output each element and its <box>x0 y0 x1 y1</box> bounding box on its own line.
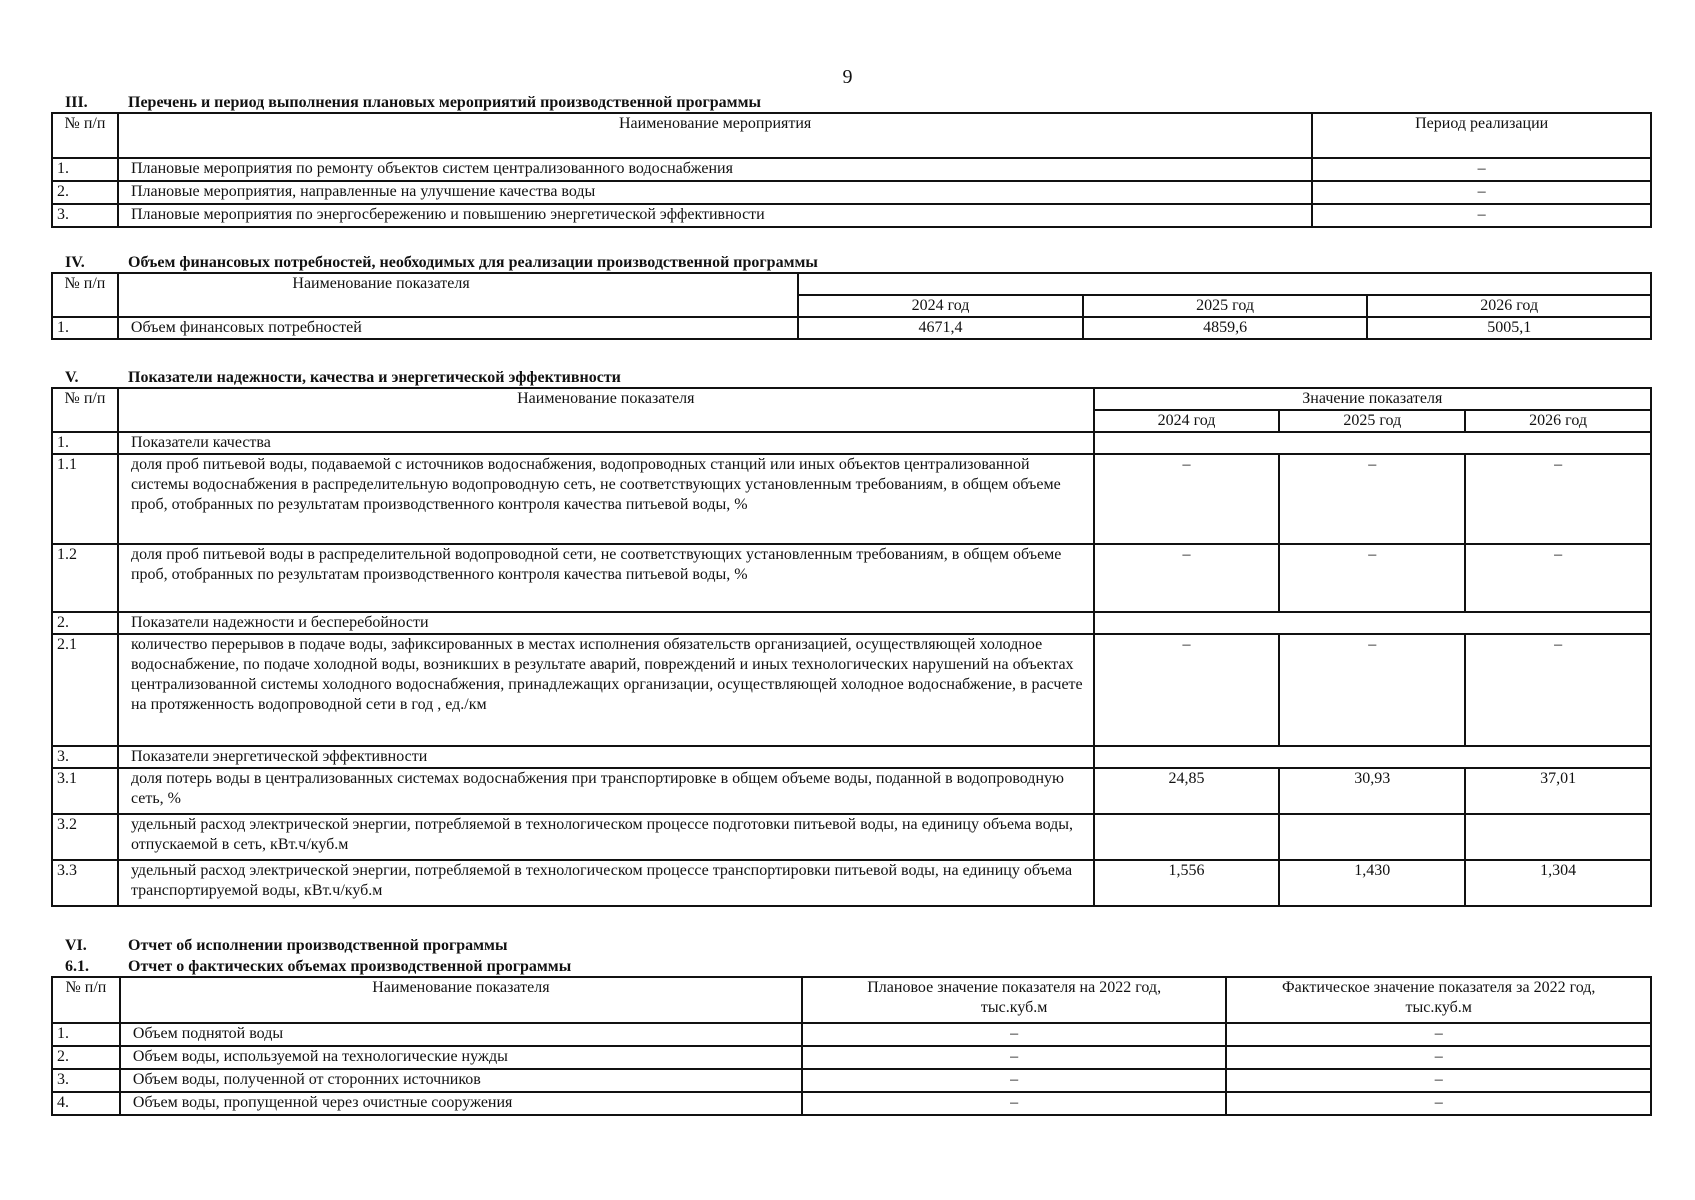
table-row <box>52 1023 1651 1046</box>
row-num: 1.1 <box>52 454 118 544</box>
header-year-2024: 2024 год <box>798 295 1083 317</box>
row-value-2025 <box>1279 814 1465 860</box>
row-num: 1. <box>52 1023 120 1046</box>
table-header-row <box>52 273 1651 295</box>
group-empty-cell <box>1094 612 1651 634</box>
row-value-2025: 30,93 <box>1279 768 1465 814</box>
section-6-heading <box>65 937 507 955</box>
section-5-title: Показатели надежности, качества и энергетической эффективности <box>128 369 621 386</box>
row-fact: – <box>1226 1069 1651 1092</box>
row-value-2024: 24,85 <box>1094 768 1280 814</box>
row-value-2026: – <box>1465 634 1651 746</box>
row-value-2025: 4859,6 <box>1083 317 1368 339</box>
row-value-2026 <box>1465 814 1651 860</box>
row-value-2025: 1,430 <box>1279 860 1465 906</box>
row-value-2024: – <box>1094 634 1280 746</box>
row-value-2025: – <box>1279 454 1465 544</box>
row-name: доля проб питьевой воды, подаваемой с источников водоснабжения, водопроводных станций или иных объектов централизованной системы водоснабжения в распределительную водопроводную сеть, не соответствующих установленным требованиям, в общем объеме проб, отобранных по результатам производственного контроля качества питьевой воды, % <box>118 454 1094 544</box>
row-period: – <box>1312 158 1651 181</box>
row-value-2024: 4671,4 <box>798 317 1083 339</box>
table-row <box>52 204 1651 227</box>
row-name: Плановые мероприятия по ремонту объектов систем централизованного водоснабжения <box>118 158 1312 181</box>
row-name: Объем воды, пропущенной через очистные сооружения <box>120 1092 802 1115</box>
table-row <box>52 158 1651 181</box>
row-num: 2. <box>52 181 118 204</box>
header-year-2025: 2025 год <box>1279 410 1465 432</box>
row-num: 3. <box>52 204 118 227</box>
row-plan: – <box>802 1046 1227 1069</box>
row-plan: – <box>802 1092 1227 1115</box>
row-name: Показатели надежности и бесперебойности <box>118 612 1094 634</box>
section-4-table <box>51 272 1652 340</box>
header-name-cell: Наименование показателя <box>118 273 798 317</box>
row-value-2024: – <box>1094 454 1280 544</box>
section-4-title: Объем финансовых потребностей, необходимых для реализации производственной программы <box>128 254 818 271</box>
table-row <box>52 181 1651 204</box>
row-num: 3.3 <box>52 860 118 906</box>
header-num-cell: № п/п <box>52 273 118 317</box>
row-period: – <box>1312 204 1651 227</box>
row-value-2025: – <box>1279 544 1465 612</box>
row-num: 2.1 <box>52 634 118 746</box>
row-num: 3. <box>52 746 118 768</box>
row-value-2024: – <box>1094 544 1280 612</box>
row-num: 2. <box>52 612 118 634</box>
header-year-2025: 2025 год <box>1083 295 1368 317</box>
section-3-heading <box>65 94 761 112</box>
table-header-row <box>52 977 1651 1023</box>
row-plan: – <box>802 1023 1227 1046</box>
table-row <box>52 317 1651 339</box>
group-empty-cell <box>1094 432 1651 454</box>
header-name-cell: Наименование показателя <box>118 388 1094 432</box>
table-row <box>52 544 1651 612</box>
row-value-2026: 5005,1 <box>1367 317 1651 339</box>
row-name: Показатели качества <box>118 432 1094 454</box>
row-num: 1. <box>52 432 118 454</box>
group-empty-cell <box>1094 746 1651 768</box>
section-6-1-number: 6.1. <box>65 958 89 975</box>
section-5-table <box>51 387 1652 907</box>
row-value-2026: 1,304 <box>1465 860 1651 906</box>
section-6-title: Отчет об исполнении производственной программы <box>128 937 508 954</box>
row-name: Объем воды, полученной от сторонних источников <box>120 1069 802 1092</box>
row-num: 3.2 <box>52 814 118 860</box>
row-value-2024 <box>1094 814 1280 860</box>
row-num: 1. <box>52 317 118 339</box>
row-num: 4. <box>52 1092 120 1115</box>
section-6-number: VI. <box>65 937 87 954</box>
table-row <box>52 1069 1651 1092</box>
table-row <box>52 634 1651 746</box>
row-value-2024: 1,556 <box>1094 860 1280 906</box>
row-value-2026: 37,01 <box>1465 768 1651 814</box>
section-3-title: Перечень и период выполнения плановых мероприятий производственной программы <box>128 94 761 111</box>
section-4-number: IV. <box>65 254 85 271</box>
row-name: удельный расход электрической энергии, потребляемой в технологическом процессе подготовки питьевой воды, на единицу объема воды, отпускаемой в сеть, кВт.ч/куб.м <box>118 814 1094 860</box>
group-row <box>52 612 1651 634</box>
header-fact-cell: Фактическое значение показателя за 2022 год, тыс.куб.м <box>1226 977 1651 1023</box>
row-value-2026: – <box>1465 544 1651 612</box>
row-num: 1.2 <box>52 544 118 612</box>
row-name: Плановые мероприятия по энергосбережению и повышению энергетической эффективности <box>118 204 1312 227</box>
row-num: 2. <box>52 1046 120 1069</box>
row-name: доля проб питьевой воды в распределительной водопроводной сети, не соответствующих установленным требованиям, в общем объеме проб, отобранных по результатам производственного контроля качества питьевой воды, % <box>118 544 1094 612</box>
header-name-cell: Наименование мероприятия <box>118 113 1312 158</box>
row-num: 3. <box>52 1069 120 1092</box>
row-name: количество перерывов в подаче воды, зафиксированных в местах исполнения обязательств организацией, осуществляющей холодное водоснабжение, по подаче холодной воды, возникших в результате аварий, повреждений и иных технологических нарушений на объектах централизованной системы холодного водоснабжения, принадлежащих организации, осуществляющей холодное водоснабжение, в расчете на протяженность водопроводной сети в год , ед./км <box>118 634 1094 746</box>
page-number: 9 <box>842 66 853 88</box>
section-3-table <box>51 112 1652 228</box>
row-fact: – <box>1226 1046 1651 1069</box>
group-row <box>52 432 1651 454</box>
header-value-group-cell: Значение показателя <box>1094 388 1651 410</box>
row-name: Плановые мероприятия, направленные на улучшение качества воды <box>118 181 1312 204</box>
section-3-number: III. <box>65 94 88 111</box>
table-row <box>52 860 1651 906</box>
row-name: Объем финансовых потребностей <box>118 317 798 339</box>
header-years-group-cell <box>798 273 1651 295</box>
row-name: Показатели энергетической эффективности <box>118 746 1094 768</box>
row-value-2025: – <box>1279 634 1465 746</box>
header-num-cell: № п/п <box>52 977 120 1023</box>
header-year-2026: 2026 год <box>1367 295 1651 317</box>
row-num: 1. <box>52 158 118 181</box>
row-plan: – <box>802 1069 1227 1092</box>
section-6-1-heading <box>65 958 571 976</box>
header-year-2026: 2026 год <box>1465 410 1651 432</box>
group-row <box>52 746 1651 768</box>
section-5-number: V. <box>65 369 79 386</box>
table-row <box>52 1046 1651 1069</box>
row-name: Объем поднятой воды <box>120 1023 802 1046</box>
table-row <box>52 454 1651 544</box>
table-row <box>52 1092 1651 1115</box>
header-plan-cell: Плановое значение показателя на 2022 год, тыс.куб.м <box>802 977 1227 1023</box>
table-header-row <box>52 113 1651 158</box>
header-period-cell: Период реализации <box>1312 113 1651 158</box>
table-row <box>52 814 1651 860</box>
row-period: – <box>1312 181 1651 204</box>
row-name: удельный расход электрической энергии, потребляемой в технологическом процессе транспортировки питьевой воды, на единицу объема транспортируемой воды, кВт.ч/куб.м <box>118 860 1094 906</box>
section-6-1-title: Отчет о фактических объемах производственной программы <box>128 958 572 975</box>
table-header-row <box>52 388 1651 410</box>
header-num-cell: № п/п <box>52 388 118 432</box>
row-name: доля потерь воды в централизованных системах водоснабжения при транспортировке в общем объеме воды, поданной в водопроводную сеть, % <box>118 768 1094 814</box>
row-fact: – <box>1226 1023 1651 1046</box>
section-5-heading <box>65 369 621 387</box>
row-fact: – <box>1226 1092 1651 1115</box>
section-6-table <box>51 976 1652 1116</box>
section-4-heading <box>65 254 818 272</box>
header-year-2024: 2024 год <box>1094 410 1280 432</box>
row-name: Объем воды, используемой на технологические нужды <box>120 1046 802 1069</box>
header-num-cell: № п/п <box>52 113 118 158</box>
row-num: 3.1 <box>52 768 118 814</box>
table-row <box>52 768 1651 814</box>
header-name-cell: Наименование показателя <box>120 977 802 1023</box>
row-value-2026: – <box>1465 454 1651 544</box>
